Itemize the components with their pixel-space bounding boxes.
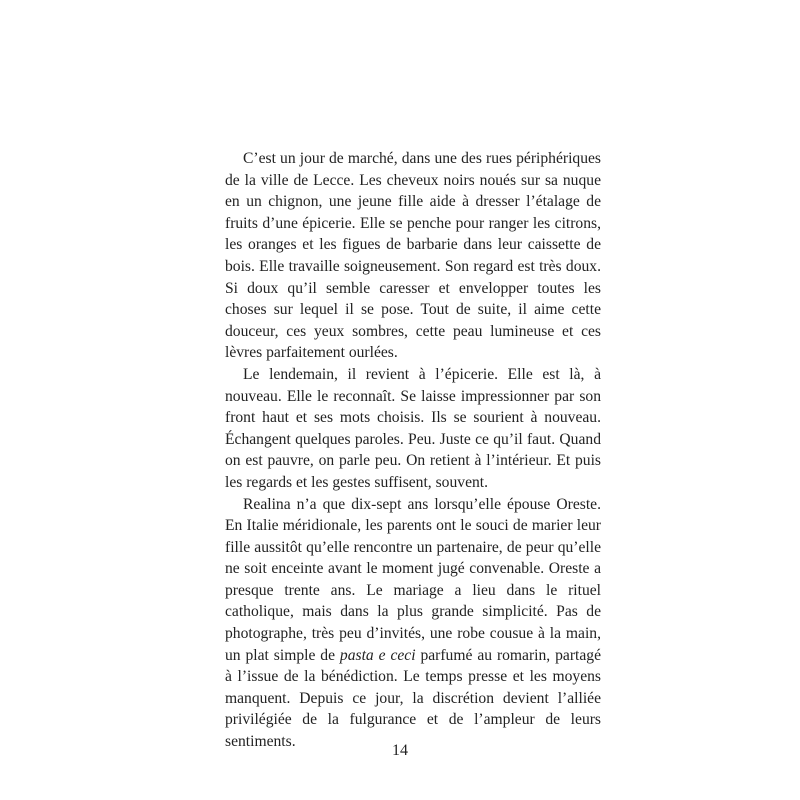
paragraph-3-italic-phrase: pasta e ceci xyxy=(339,646,416,664)
paragraph-3-text-end: parfumé au romarin, partagé à l’issue de la bénédiction. Le temps presse et les moyens manquent. Depuis ce jour, la discrétion devient l’alliée privilégiée de la fulgurance et de l’ampleur de leurs sentiments. xyxy=(225,646,601,751)
paragraph-2-text: Le lendemain, il revient à l’épicerie. Elle est là, à nouveau. Elle le reconnaît. Se laisse impressionner par son front haut et ses mots choisis. Ils se sourient à nouveau. Échangent quelques paroles. Peu. Juste ce qu’il faut. Quand on est pauvre, on parle peu. On retient à l’intérieur. Et puis les regards et les gestes suffisent, souvent. xyxy=(225,365,601,491)
paragraph-2 xyxy=(225,364,601,494)
page-number: 14 xyxy=(392,742,408,759)
paragraph-3-text-start: Realina n’a que dix-sept ans lorsqu’elle épouse Oreste. En Italie méridionale, les parents ont le souci de marier leur fille aussitôt qu’elle rencontre un partenaire, de peur qu’elle ne soit enceinte avant le moment jugé convenable. Oreste a presque trente ans. Le mariage a lieu dans le rituel catholique, mais dans la plus grande simplicité. Pas de photographe, très peu d’invités, une robe cousue à la main, un plat simple de xyxy=(225,495,601,664)
body-text xyxy=(225,148,601,753)
paragraph-1 xyxy=(225,148,601,364)
paragraph-1-text: C’est un jour de marché, dans une des rues périphériques de la ville de Lecce. Les cheveux noirs noués sur sa nuque en un chignon, une jeune fille aide à dresser l’étalage de fruits d’une épicerie. Elle se penche pour ranger les citrons, les oranges et les figues de barbarie dans leur caissette de bois. Elle travaille soigneusement. Son regard est très doux. Si doux qu’il semble caresser et envelopper toutes les choses sur lequel il se pose. Tout de suite, il aime cette douceur, ces yeux sombres, cette peau lumineuse et ces lèvres parfaitement ourlées. xyxy=(225,150,601,362)
paragraph-3 xyxy=(225,494,601,753)
